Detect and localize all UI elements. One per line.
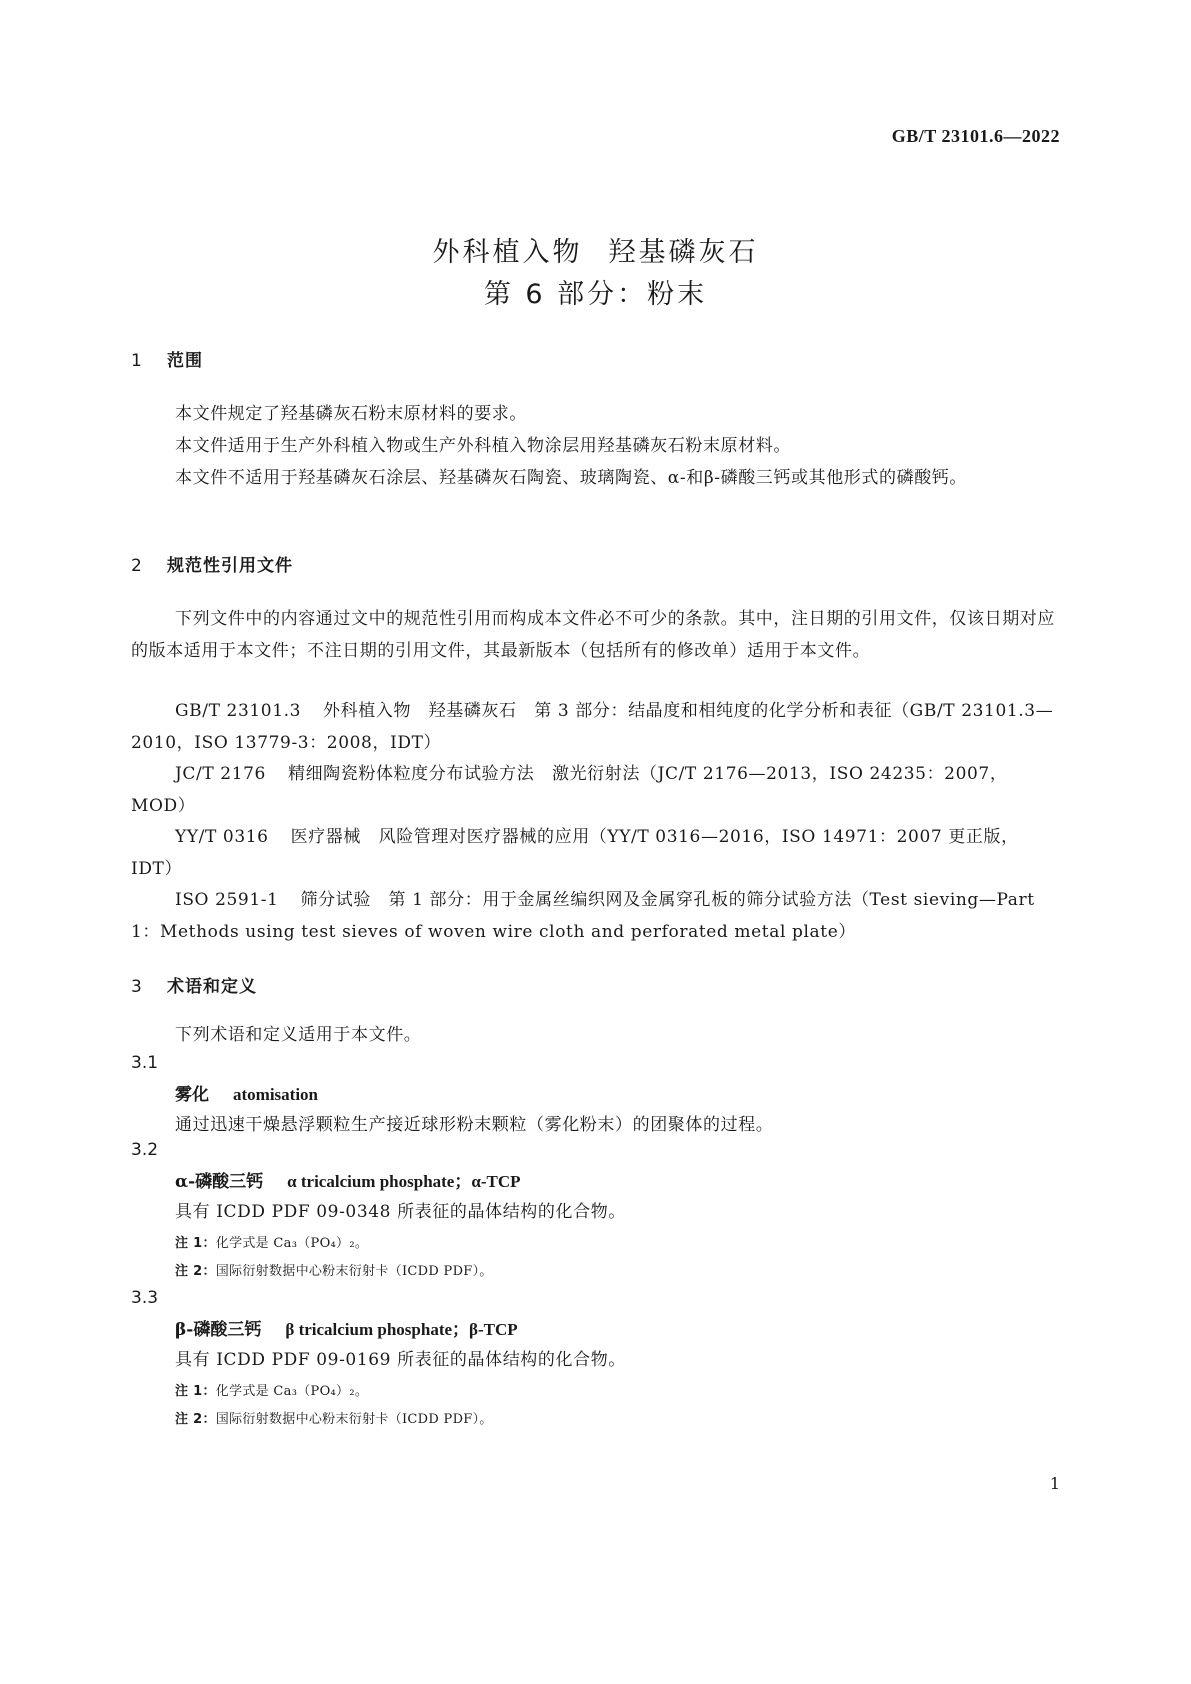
note-text: 化学式是 Ca₃（PO₄）₂。 <box>215 1384 369 1399</box>
term-number: 3.1 <box>131 1053 159 1073</box>
note-label: 注 1： <box>175 1384 216 1399</box>
document-title-line2: 第 6 部分：粉末 <box>483 279 708 310</box>
title-part-b: 羟基磷灰石 <box>608 237 759 268</box>
section-1-paragraph-1: 本文件规定了羟基磷灰石粉末原材料的要求。 <box>175 404 527 424</box>
reference-code: GB/T 23101.3 <box>175 701 302 721</box>
note-label: 注 1： <box>175 1236 216 1251</box>
page-number: 1 <box>1049 1474 1060 1493</box>
reference-title: 医疗器械 风险管理对医疗器械的应用（YY/T 0316—2016，ISO 14971：2007 更正版，IDT） <box>131 827 1019 879</box>
section-number: 3 <box>131 977 143 997</box>
term-definition: 具有 ICDD PDF 09-0169 所表征的晶体结构的化合物。 <box>175 1350 626 1370</box>
section-title: 规范性引用文件 <box>167 556 293 576</box>
term-definition: 具有 ICDD PDF 09-0348 所表征的晶体结构的化合物。 <box>175 1202 626 1222</box>
note-text: 化学式是 Ca₃（PO₄）₂。 <box>215 1236 369 1251</box>
term-note <box>175 1408 493 1427</box>
term-heading <box>175 1080 318 1105</box>
term-zh: α-磷酸三钙 <box>175 1172 264 1192</box>
term-heading <box>175 1167 521 1192</box>
reference-title: 筛分试验 第 1 部分：用于金属丝编织网及金属穿孔板的筛分试验方法（Test sieving—Part 1：Methods using test sieves of woven wire cloth and perforated metal plate） <box>131 890 1035 942</box>
reference-code: ISO 2591-1 <box>175 890 279 910</box>
term-note <box>175 1232 368 1251</box>
note-text: 国际衍射数据中心粉末衍射卡（ICDD PDF）。 <box>215 1264 493 1279</box>
title-part-a: 外科植入物 <box>432 237 583 268</box>
term-heading <box>175 1315 518 1340</box>
section-number: 2 <box>131 556 143 576</box>
standard-number: GB/T 23101.6—2022 <box>891 126 1060 146</box>
reference-title: 外科植入物 羟基磷灰石 第 3 部分：结晶度和相纯度的化学分析和表征（GB/T 23101.3—2010，ISO 13779-3：2008，IDT） <box>131 701 1054 753</box>
term-en: α tricalcium phosphate；α-TCP <box>287 1172 521 1191</box>
reference-code: JC/T 2176 <box>175 764 266 784</box>
section-1-paragraph-2: 本文件适用于生产外科植入物或生产外科植入物涂层用羟基磷灰石粉末原材料。 <box>175 436 791 456</box>
section-2-intro: 下列文件中的内容通过文中的规范性引用而构成本文件必不可少的条款。其中，注日期的引用文件，仅该日期对应的版本适用于本文件；不注日期的引用文件，其最新版本（包括所有的修改单）适用于本文件。 <box>131 609 1055 661</box>
term-en: β tricalcium phosphate；β-TCP <box>285 1320 518 1339</box>
reference-item <box>131 695 1061 759</box>
note-label: 注 2： <box>175 1412 216 1427</box>
reference-title: 精细陶瓷粉体粒度分布试验方法 激光衍射法（JC/T 2176—2013，ISO 24235：2007，MOD） <box>131 764 1008 816</box>
note-text: 国际衍射数据中心粉末衍射卡（ICDD PDF）。 <box>215 1412 493 1427</box>
reference-item <box>131 758 1061 822</box>
reference-item <box>131 821 1061 885</box>
term-definition: 通过迅速干燥悬浮颗粒生产接近球形粉末颗粒（雾化粉末）的团聚体的过程。 <box>175 1115 774 1135</box>
note-label: 注 2： <box>175 1264 216 1279</box>
section-title: 术语和定义 <box>167 977 257 997</box>
term-note <box>175 1260 493 1279</box>
term-note <box>175 1380 368 1399</box>
section-1-paragraph-3: 本文件不适用于羟基磷灰石涂层、羟基磷灰石陶瓷、玻璃陶瓷、α-和β-磷酸三钙或其他形式的磷酸钙。 <box>175 468 967 488</box>
section-2-heading <box>131 551 293 576</box>
section-number: 1 <box>131 351 143 371</box>
term-en: atomisation <box>233 1085 318 1104</box>
section-3-heading <box>131 972 257 997</box>
section-3-intro: 下列术语和定义适用于本文件。 <box>175 1025 422 1045</box>
term-zh: 雾化 <box>175 1085 209 1105</box>
term-zh: β-磷酸三钙 <box>175 1320 262 1340</box>
document-title-line1 <box>0 230 1191 269</box>
section-1-heading <box>131 346 203 371</box>
term-number: 3.3 <box>131 1288 159 1308</box>
term-number: 3.2 <box>131 1140 159 1160</box>
section-title: 范围 <box>167 351 203 371</box>
reference-code: YY/T 0316 <box>175 827 269 847</box>
reference-item <box>131 884 1061 948</box>
